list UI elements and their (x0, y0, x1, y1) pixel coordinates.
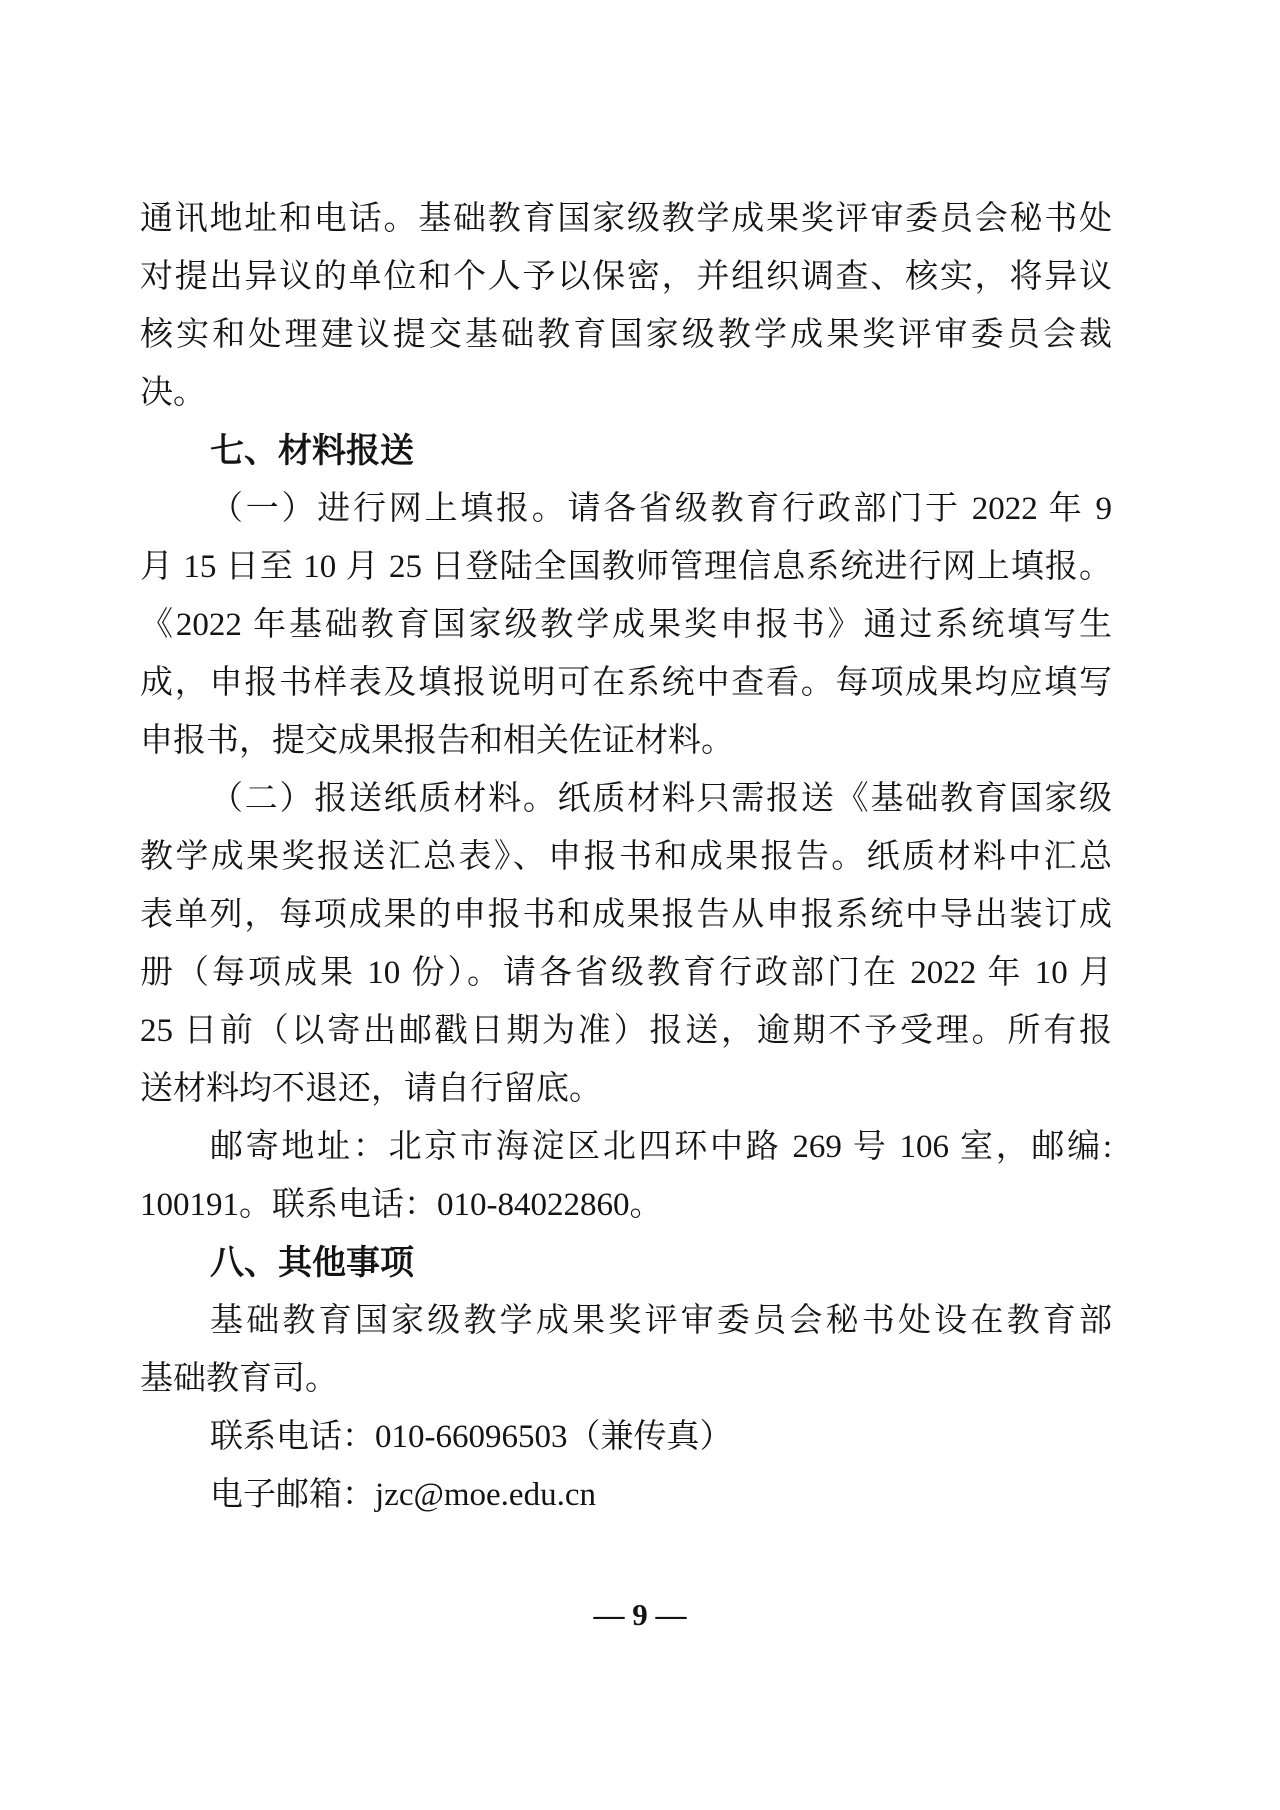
para-online-filing-line: 《2022 年基础教育国家级教学成果奖申报书》通过系统填写生 (140, 607, 1112, 643)
heading-section-7-materials-submission: 七、材料报送 (210, 432, 414, 470)
para-paper-materials-line: 送材料均不退还，请自行留底。 (140, 1071, 602, 1107)
para-online-filing-line: （一）进行网上填报。请各省级教育行政部门于 2022 年 9 (210, 491, 1112, 527)
para-online-filing-line: 月 15 日至 10 月 25 日登陆全国教师管理信息系统进行网上填报。 (140, 549, 1112, 585)
contact-phone-line: 联系电话：010-66096503（兼传真） (210, 1419, 733, 1455)
document-text-block (140, 190, 1112, 1524)
para-objection-handling-line: 决。 (140, 375, 206, 411)
para-paper-materials-line: （二）报送纸质材料。纸质材料只需报送《基础教育国家级 (210, 781, 1112, 817)
para-secretariat-location-line: 基础教育司。 (140, 1361, 338, 1397)
heading-section-8-other-matters: 八、其他事项 (210, 1244, 414, 1282)
para-objection-handling-line: 核实和处理建议提交基础教育国家级教学成果奖评审委员会裁 (140, 317, 1112, 353)
mailing-address-line: 邮寄地址：北京市海淀区北四环中路 269 号 106 室，邮编: (210, 1129, 1112, 1165)
contact-email-line: 电子邮箱：jzc@moe.edu.cn (210, 1477, 596, 1513)
para-online-filing-line: 申报书，提交成果报告和相关佐证材料。 (140, 723, 734, 759)
para-objection-handling-line: 通讯地址和电话。基础教育国家级教学成果奖评审委员会秘书处 (140, 201, 1112, 237)
para-paper-materials-line: 教学成果奖报送汇总表》、申报书和成果报告。纸质材料中汇总 (140, 839, 1112, 875)
para-online-filing-line: 成，申报书样表及填报说明可在系统中查看。每项成果均应填写 (140, 665, 1112, 701)
para-secretariat-location-line: 基础教育国家级教学成果奖评审委员会秘书处设在教育部 (210, 1303, 1112, 1339)
page-number: — 9 — (593, 1597, 687, 1632)
postal-code-phone-line: 100191。联系电话：010-84022860。 (140, 1187, 663, 1223)
para-paper-materials-line: 册（每项成果 10 份）。请各省级教育行政部门在 2022 年 10 月 (140, 955, 1112, 991)
para-paper-materials-line: 25 日前（以寄出邮戳日期为准）报送，逾期不予受理。所有报 (140, 1013, 1112, 1049)
para-objection-handling-line: 对提出异议的单位和个人予以保密，并组织调查、核实，将异议 (140, 259, 1112, 295)
para-paper-materials-line: 表单列，每项成果的申报书和成果报告从申报系统中导出装订成 (140, 897, 1112, 933)
